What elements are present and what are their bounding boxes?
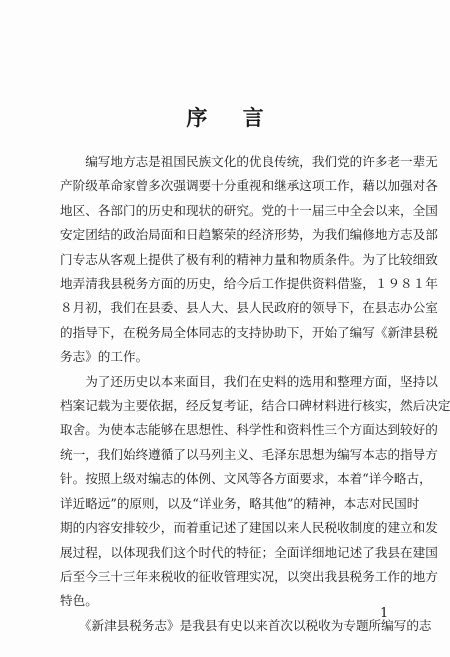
text-line: 安定团结的政治局面和日趋繁荣的经济形势，为我们编修地方志及部: [60, 227, 438, 243]
paragraph-3: [60, 614, 432, 638]
text-line: 务志》的工作。: [60, 349, 149, 365]
text-line: 门专志从客观上提供了极有利的精神力量和物质条件。为了比较细致: [60, 251, 438, 267]
text-line: 编写地方志是祖国民族文化的优良传统，我们党的许多老一辈无: [60, 154, 438, 169]
text-line: 统一，我们始终遵循了以马列主义、毛泽东思想为编写本志的指导方: [60, 446, 438, 462]
text-line: 展过程，以体现我们这个时代的特征；全面详细地记述了我县在建国: [60, 544, 438, 560]
text-line: 为了还历史以本来面目，我们在史料的选用和整理方面，坚持以: [60, 373, 438, 389]
body-text: [60, 150, 450, 638]
text-line: 取舍。为使本志能够在思想性、科学性和资料性三个方面达到较好的: [60, 422, 438, 438]
paragraph-2: [60, 370, 450, 614]
text-line: 详近略远”的原则，以及“详业务，略其他”的精神，本志对民国时: [60, 495, 420, 511]
text-line: ８月初，我们在县委、县人大、县人民政府的领导下，在县志办公室: [60, 300, 438, 316]
text-line: 产阶级革命家曾多次强调要十分重视和继承这项工作，藉以加强对各: [60, 178, 438, 194]
text-line: 地弄清我县税务方面的历史，给今后工作提供资料借鉴，１９８１年: [60, 276, 438, 292]
text-line: 特色。: [60, 593, 98, 609]
paragraph-1: [60, 150, 438, 370]
page-title: 序 言: [186, 105, 278, 130]
text-line: 地区、各部门的历史和现状的研究。党的十一届三中全会以来，全国: [60, 202, 438, 218]
page-number: 1: [380, 606, 389, 621]
text-line: 针。按照上级对编志的体例、文风等各方面要求，本着“详今略古，: [60, 471, 432, 487]
text-line: 的指导下，在税务局全体同志的支持协助下，开始了编写《新津县税: [60, 324, 438, 340]
text-line: 期的内容安排较少，而着重记述了建国以来人民税收制度的建立和发: [60, 520, 438, 536]
text-line: 《新津县税务志》是我县有史以来首次以税收为专题所编写的志: [60, 617, 432, 633]
text-line: 后至今三十三年来税收的征收管理实况，以突出我县税务工作的地方: [60, 568, 438, 584]
text-line: 档案记载为主要依据，经反复考证，结合口碑材料进行核实，然后决定: [60, 398, 450, 414]
